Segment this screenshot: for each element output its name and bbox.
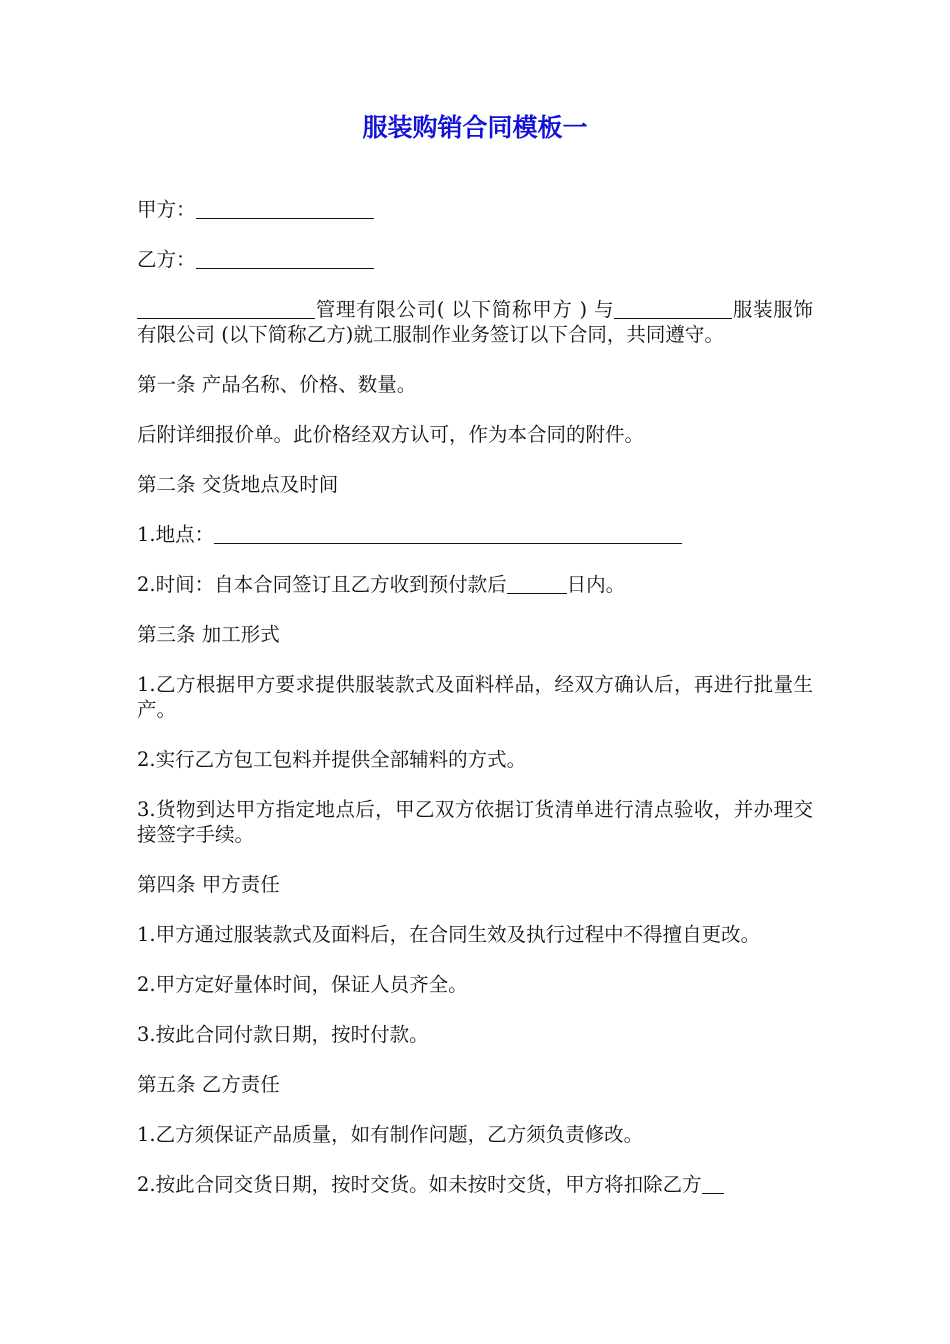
party-b-blank	[196, 248, 374, 269]
party-b-line	[137, 247, 813, 272]
delivery-location-blank	[214, 523, 682, 544]
article-5-item-2	[137, 1172, 813, 1197]
preamble-text-1: 管理有限公司( 以下简称甲方 ) 与	[315, 298, 615, 321]
delivery-days-blank	[507, 573, 567, 594]
article-1-text: 后附详细报价单。此价格经双方认可，作为本合同的附件。	[137, 423, 645, 446]
delivery-time-line	[137, 572, 813, 597]
party-b-company-blank	[614, 298, 732, 319]
document-title: 服装购销合同模板一	[362, 113, 588, 142]
delivery-location-label: 1.地点：	[137, 523, 215, 546]
delivery-time-text-1: 2.时间：自本合同签订且乙方收到预付款后	[137, 573, 507, 596]
article-5-heading: 第五条 乙方责任	[137, 1073, 280, 1096]
article-1-heading: 第一条 产品名称、价格、数量。	[137, 373, 417, 396]
article-4-heading: 第四条 甲方责任	[137, 873, 280, 896]
delivery-time-text-2: 日内。	[566, 573, 626, 596]
article-5-item-1: 1.乙方须保证产品质量，如有制作问题，乙方须负责修改。	[137, 1123, 644, 1146]
article-4-item-3: 3.按此合同付款日期，按时付款。	[137, 1023, 429, 1046]
article-4-item-1: 1.甲方通过服装款式及面料后，在合同生效及执行过程中不得擅自更改。	[137, 923, 761, 946]
party-b-label: 乙方：	[137, 248, 196, 271]
article-3-item-3: 3.货物到达甲方指定地点后，甲乙双方依据订货清单进行清点验收，并办理交接签字手续。	[137, 798, 813, 846]
article-3-heading: 第三条 加工形式	[137, 623, 280, 646]
party-a-blank	[196, 198, 374, 219]
party-a-company-blank	[137, 298, 315, 319]
article-3-item-2: 2.实行乙方包工包料并提供全部辅料的方式。	[137, 748, 527, 771]
delivery-location-line	[137, 522, 813, 547]
party-a-line	[137, 197, 813, 222]
party-a-label: 甲方：	[137, 198, 196, 221]
article-4-item-2: 2.甲方定好量体时间，保证人员齐全。	[137, 973, 468, 996]
article-2-heading: 第二条 交货地点及时间	[137, 473, 339, 496]
penalty-blank	[702, 1173, 724, 1194]
preamble-text-2: 服装服饰有限公司 (以下简称乙方)就工服制作业务签订以下合同，共同遵守。	[137, 298, 813, 346]
article-5-item-2-text: 2.按此合同交货日期，按时交货。如未按时交货，甲方将扣除乙方	[137, 1173, 702, 1196]
preamble-paragraph	[137, 297, 813, 347]
document-body	[137, 197, 813, 1197]
article-3-item-1: 1.乙方根据甲方要求提供服装款式及面料样品，经双方确认后，再进行批量生产。	[137, 673, 813, 721]
